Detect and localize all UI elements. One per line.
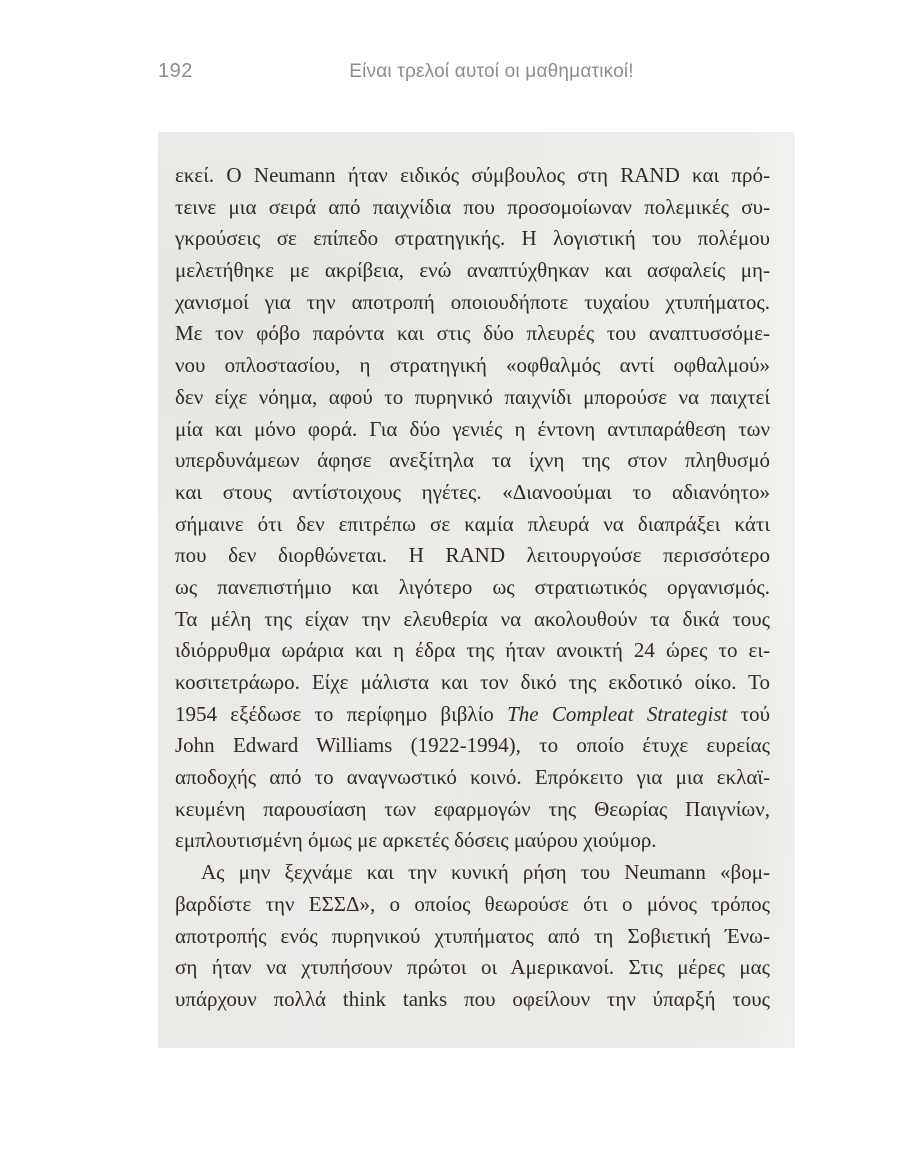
text-line: [175, 794, 770, 826]
text-segment: ση ήταν να χτυπήσουν πρώτοι οι Αμερικανοί. Στις μέρες μας: [175, 955, 770, 980]
text-segment: σήμαινε ότι δεν επιτρέπω σε καμία πλευρά να διαπράξει κάτι: [175, 511, 770, 536]
text-segment: Τα μέλη της είχαν την ελευθερία να ακολουθούν τα δικά τους: [175, 606, 770, 631]
text-line: [175, 952, 770, 984]
text-line: [175, 984, 770, 1016]
page-number: 192: [158, 60, 193, 82]
text-line: [175, 825, 770, 857]
text-line: [175, 382, 770, 414]
text-line: [175, 192, 770, 224]
text-line: [175, 509, 770, 541]
text-segment: κευμένη παρουσίαση των εφαρμογών της Θεωρίας Παιγνίων,: [175, 796, 770, 821]
text-line: [175, 414, 770, 446]
text-segment: μελετήθηκε με ακρίβεια, ενώ αναπτύχθηκαν και ασφαλείς μη-: [175, 258, 770, 283]
text-line: [175, 635, 770, 667]
text-line: [175, 477, 770, 509]
text-segment: εμπλουτισμένη όμως με αρκετές δόσεις μαύρου χιούμορ.: [175, 828, 657, 853]
text-segment: κοσιτετράωρο. Είχε μάλιστα και τον δικό της εκδοτικό οίκο. Το: [175, 670, 770, 694]
text-segment: και στους αντίστοιχους ηγέτες. «Διανοούμαι το αδιανόητο»: [175, 479, 770, 504]
text-segment: βαρδίστε την ΕΣΣΔ», ο οποίος θεωρούσε ότι ο μόνος τρόπος: [175, 891, 770, 916]
text-segment: νου οπλοστασίου, η στρατηγική «οφθαλμός αντί οφθαλμού»: [175, 353, 770, 378]
scanned-page-image: [158, 132, 795, 1048]
text-segment: ως πανεπιστήμιο και λιγότερο ως στρατιωτικός οργανισμός.: [175, 574, 770, 599]
text-line: [175, 287, 770, 319]
text-line: [175, 699, 770, 731]
running-title: Είναι τρελοί αυτοί οι μαθηματικοί!: [349, 61, 634, 82]
text-segment: Με τον φόβο παρόντα και στις δύο πλευρές του αναπτυσσόμε-: [175, 321, 770, 346]
text-line: [175, 572, 770, 604]
text-segment: χανισμοί για την αποτροπή οποιουδήποτε τυχαίου χτυπήματος.: [175, 289, 770, 314]
text-segment: αποδοχής από το αναγνωστικό κοινό. Επρόκειτο για μια εκλαϊ-: [175, 765, 770, 790]
text-line: [175, 857, 770, 889]
text-line: [175, 604, 770, 636]
text-line: [175, 445, 770, 477]
text-line: [175, 921, 770, 953]
text-line: [175, 730, 770, 762]
text-line: [175, 255, 770, 287]
text-segment: υπερδυνάμεων άφησε ανεξίτηλα τα ίχνη της στον πληθυσμό: [175, 448, 770, 473]
text-segment: που δεν διορθώνεται. Η RAND λειτουργούσε περισσότερο: [175, 543, 770, 568]
text-line: [175, 667, 770, 699]
text-segment: αποτροπής ενός πυρηνικού χτυπήματος από τη Σοβιετική Ένω-: [175, 923, 770, 948]
italic-book-title: The Compleat Strategist: [507, 701, 728, 726]
text-line: [175, 762, 770, 794]
text-line: [175, 540, 770, 572]
text-line: [175, 318, 770, 350]
scan-text: [175, 160, 770, 1016]
text-segment: John Edward Williams (1922-1994), το οποίο έτυχε ευρείας: [175, 733, 770, 758]
text-line: [175, 889, 770, 921]
text-segment: τού: [727, 701, 770, 726]
text-segment: δεν είχε νόημα, αφού το πυρηνικό παιχνίδι μπορούσε να παιχτεί: [175, 384, 770, 409]
text-line: [175, 160, 770, 192]
text-segment: υπάρχουν πολλά think tanks που οφείλουν την ύπαρξή τους: [175, 986, 770, 1011]
text-segment: τεινε μια σειρά από παιχνίδια που προσομοίωναν πολεμικές συ-: [175, 194, 770, 219]
text-line: [175, 223, 770, 255]
text-segment: εκεί. Ο Neumann ήταν ειδικός σύμβουλος στη RAND και πρό-: [175, 163, 770, 187]
text-segment: 1954 εξέδωσε το περίφημο βιβλίο: [175, 701, 508, 726]
text-segment: μία και μόνο φορά. Για δύο γενιές η έντονη αντιπαράθεση των: [175, 416, 770, 441]
text-segment: Ας μην ξεχνάμε και την κυνική ρήση του Neumann «βομ-: [201, 860, 770, 885]
reader-header: [158, 60, 795, 86]
text-segment: γκρούσεις σε επίπεδο στρατηγικής. Η λογιστική του πολέμου: [175, 226, 770, 251]
text-line: [175, 350, 770, 382]
text-segment: ιδιόρρυθμα ωράρια και η έδρα της ήταν ανοικτή 24 ώρες το ει-: [175, 638, 770, 663]
